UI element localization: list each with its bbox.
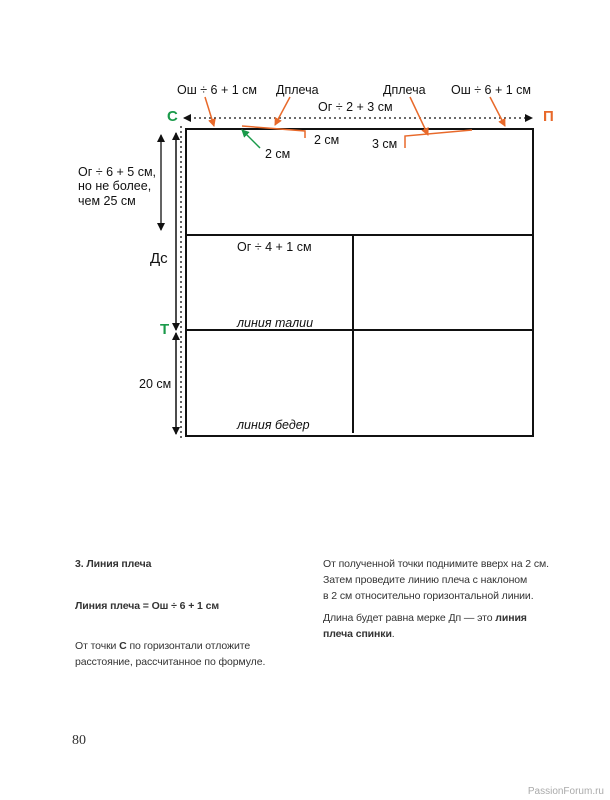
point-t: Т bbox=[160, 321, 170, 338]
label-og-top: Ог ÷ 2 + 3 см bbox=[318, 100, 393, 114]
label-dplecha-right: Дплеча bbox=[383, 83, 426, 97]
label-osh-left: Ош ÷ 6 + 1 см bbox=[177, 83, 258, 97]
right-paragraph-1 bbox=[323, 556, 573, 604]
og-side-line1: Ог ÷ 6 + 5 см, bbox=[78, 165, 157, 179]
formula: Линия плеча = Ош ÷ 6 + 1 см bbox=[75, 600, 220, 612]
p2-line1-pre: Длина будет равна мерке Дп — это bbox=[323, 612, 496, 624]
label-2cm-orange: 2 см bbox=[314, 133, 340, 147]
p2-line2-end: . bbox=[391, 628, 395, 640]
right-text-column bbox=[323, 556, 573, 642]
label-og-side bbox=[78, 165, 156, 208]
shoulder-right-orange bbox=[405, 130, 472, 148]
og-side-line3: чем 25 см bbox=[78, 193, 136, 208]
p2-line1-bold: линия bbox=[495, 612, 527, 624]
og-side-line2: но не более, bbox=[78, 179, 152, 194]
para-pre: От точки bbox=[75, 640, 120, 652]
label-hip-line: линия бедер bbox=[237, 418, 310, 432]
point-p: П bbox=[543, 108, 554, 125]
p1-line3: в 2 см относительно горизонтальной линии. bbox=[323, 590, 534, 602]
para-line1-rest: по горизонтали отложите bbox=[126, 640, 251, 652]
label-20cm: 20 см bbox=[139, 377, 172, 391]
label-dplecha-left: Дплеча bbox=[276, 83, 319, 97]
p1-line2: Затем проведите линию плеча с наклоном bbox=[323, 574, 528, 586]
label-waist-line: линия талии bbox=[237, 316, 314, 330]
right-paragraph-2 bbox=[323, 610, 573, 642]
label-3cm: 3 см bbox=[372, 137, 398, 151]
left-text-column bbox=[75, 556, 305, 670]
label-osh-right: Ош ÷ 6 + 1 см bbox=[451, 83, 532, 97]
dplecha-left-pointer bbox=[275, 97, 290, 125]
point-c: С bbox=[167, 108, 178, 125]
page-number: 80 bbox=[72, 733, 86, 748]
pattern-frame bbox=[186, 129, 533, 436]
green-2cm-pointer bbox=[242, 130, 260, 148]
shoulder-left-orange bbox=[242, 126, 305, 138]
p2-line2-bold: плеча спинки bbox=[323, 628, 392, 640]
osh-right-pointer bbox=[490, 97, 505, 126]
label-2cm-green: 2 см bbox=[265, 147, 291, 161]
left-paragraph bbox=[75, 638, 305, 670]
label-ds: Дс bbox=[150, 250, 168, 267]
watermark-footer: PassionForum.ru bbox=[527, 786, 604, 797]
p1-line1: От полученной точки поднимите вверх на 2 см. bbox=[323, 558, 549, 570]
osh-left-pointer bbox=[205, 97, 214, 126]
label-og-mid: Ог ÷ 4 + 1 см bbox=[237, 240, 312, 254]
para-line2: расстояние, рассчитанное по формуле. bbox=[75, 656, 266, 668]
section-heading: 3. Линия плеча bbox=[75, 558, 152, 570]
para-point: С bbox=[119, 640, 127, 652]
